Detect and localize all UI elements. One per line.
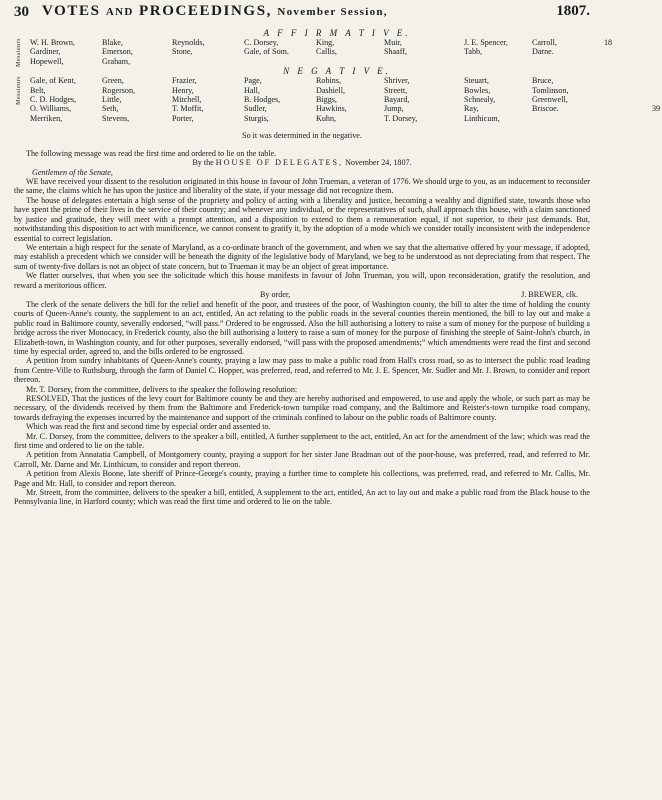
affirmative-column: [172, 38, 242, 66]
negative-member-name: C. D. Hodges,: [30, 95, 77, 105]
negative-member-name: Gale, of Kent,: [30, 76, 76, 86]
negative-member-name: Steuart,: [464, 76, 489, 86]
affirmative-member-name: C. Dorsey,: [244, 38, 279, 47]
negative-member-name: Mitchell,: [172, 95, 202, 105]
negative-member-name: Tomlinson,: [532, 85, 569, 95]
negative-member-name: Streett,: [384, 85, 408, 95]
affirmative-side-label: Messieurs: [16, 38, 22, 67]
by-order: By order,: [260, 289, 291, 299]
negative-column: [464, 76, 530, 123]
negative-member-name: T. Moffit,: [172, 104, 204, 114]
page-number: 30: [14, 4, 29, 20]
negative-member-name: Schnealy,: [464, 95, 496, 105]
message-source: [14, 158, 590, 167]
affirmative-column: [30, 38, 100, 66]
negative-member-name: Jump,: [384, 104, 404, 114]
negative-member-name: [652, 76, 662, 85]
negative-member-name: T. Dorsey,: [384, 113, 418, 123]
negative-member-name: Kuhn,: [316, 113, 337, 123]
affirmative-member-name: Gardiner,: [30, 47, 61, 57]
message-paragraph: The house of delegates entertain a high sense of the propriety and policy of acting with a liberality and justice, becoming a wealthy and dignified state, towards those who have spent the prime of their lives in the service of their country; and whenever any individual, or the representatives of such, shall approach this house, with a claim sanctioned by justice and gratitude, they will meet with a prompt attention, and a disposition to extend to them a remuneration equal, if not superior, to their just demands. But, notwithstanding this disposition to act with munificence, we cannot consent to gratify it, by the adoption of a mode which we consider totally inconsistent with the independence essential to correct legislation.: [14, 195, 590, 243]
affirmative-columns: [30, 38, 613, 66]
affirmative-member-name: J. E. Spencer,: [464, 38, 508, 47]
affirmative-member-name: W. H. Brown,: [30, 38, 75, 47]
affirmative-member-name: Graham,: [102, 56, 131, 66]
negative-member-name: Little,: [102, 95, 122, 105]
clerk-signature: J. BREWER, clk.: [521, 289, 578, 299]
affirmative-column: [316, 38, 382, 66]
negative-member-name: Page,: [244, 76, 262, 86]
affirmative-column: [102, 38, 170, 66]
negative-heading: N E G A T I V E.: [283, 66, 391, 77]
negative-member-name: Henry,: [172, 85, 194, 95]
negative-member-name: Seth,: [102, 104, 119, 114]
affirmative-member-name: Callis,: [316, 47, 337, 57]
affirmative-member-name: Carroll,: [532, 38, 557, 47]
negative-column: [30, 76, 100, 123]
affirmative-member-name: Darne.: [532, 47, 554, 57]
negative-member-name: [652, 86, 662, 95]
affirmative-member-name: Hopewell,: [30, 56, 64, 66]
message-signature: [14, 290, 590, 300]
proceeding-paragraph: Mr. C. Dorsey, from the committee, delivers to the speaker a bill, entitled, A further supplement to the act, entitled, An act for the amendment of the law; which was read the first time and ordered to lie on the table.: [14, 431, 590, 451]
affirmative-heading: A F F I R M A T I V E.: [263, 28, 411, 38]
negative-member-name: 39: [652, 104, 661, 114]
negative-member-name: Shriver,: [384, 76, 410, 86]
negative-member-name: Sturgis,: [244, 113, 269, 123]
affirmative-member-name: King,: [316, 38, 335, 47]
affirmative-column: [604, 38, 616, 66]
affirmative-member-name: Tabb,: [464, 47, 483, 57]
negative-columns: [30, 76, 661, 123]
negative-member-name: Green,: [102, 76, 124, 86]
message-paragraph: We flatter ourselves, that when you see the solicitude which this house manifests in favour of John Trueman, you will, upon reconsideration, gratify the resolution, and reward a meritorious officer.: [14, 271, 590, 290]
message-date: November 24, 1807.: [345, 158, 412, 168]
negative-side-label: Messieurs: [16, 76, 22, 106]
negative-column: [172, 76, 242, 123]
message-paragraph: WE have received your dissent to the resolution originated in this house in favour of John Trueman, a veteran of 1776. We should urge to you, as an inducement to reconsider the same, the claims which he has upon the justice and liberality of the state, if your message did not recognize them.: [14, 177, 590, 196]
negative-member-name: Bowles,: [464, 85, 491, 95]
negative-member-name: Biggs,: [316, 95, 337, 105]
negative-member-name: Merriken,: [30, 113, 63, 123]
negative-member-name: Ray,: [464, 104, 479, 114]
affirmative-column: [464, 38, 530, 66]
proceeding-paragraph: A petition from Annatatia Campbell, of Montgomery county, praying a support for her sister Jane Bradman out of the poor-house, was preferred, read, and referred to Mr. Carroll, Mr. Darne and Mr. Linthicum, to consider and report thereon.: [14, 450, 590, 469]
proceeding-paragraph: A petition from sundry inhabitants of Queen-Anne's county, praying a law may pass to make a public road from Hall's cross road, so as to intersect the public road leading from Centre-Ville to Ruthsburg, through the farm of Daniel C. Hopper, was preferred, read, and referred to Mr. J. E. Spencer, Mr. Sudler and Mr. J. Brown, to consider and report thereon.: [14, 356, 590, 385]
affirmative-member-name: Blake,: [102, 38, 123, 47]
vote-result: So it was determined in the negative.: [242, 131, 362, 141]
proceeding-paragraph: The clerk of the senate delivers the bill for the relief and benefit of the poor, and trustees of the poor, of Washington county, the bill to alter the time of holding the county courts of Queen-Anne's county, the supplement to an act, entitled, An act relating to the public roads in the several counties therein mentioned, the bill to lay out and make a public road in Baltimore county, severally endorsed, “will pass.” Ordered to be engrossed. Also the bill authorising a lottery to raise a sum of money for the purpose of building a bridge across the river Monocacy, in Frederick county, also the bill authorising a lottery to raise a sum of money for the purpose of finishing the steeple of Saint-John's church, in Elizabeth-town, in Washington county, and for other purposes, severally endorsed, “will pass with the proposed amendments;” which amendments were read the first and second time by especial order, agreed to, and the bills ordered to be engrossed.: [14, 299, 590, 356]
message-house: HOUSE OF DELEGATES,: [215, 158, 344, 168]
negative-member-name: Hall,: [244, 85, 260, 95]
affirmative-member-name: Emerson,: [102, 47, 133, 57]
message-paragraph: We entertain a high respect for the senate of Maryland, as a co-ordinate branch of the government, and when we say that the alternative offered by your message, if adopted, may establish a precedent which we consider will be beneath the dignity of the legislative body of Maryland, we beg to be understood as not depreciating from that respect. The sum of twenty-five dollars is not an object of state concern, but to Trueman it may be an object of great importance.: [14, 242, 590, 271]
title-proceedings: PROCEEDINGS,: [139, 3, 272, 19]
affirmative-member-name: Reynolds,: [172, 38, 205, 47]
affirmative-member-name: 18: [604, 38, 613, 47]
title-session: November Session,: [277, 6, 388, 18]
negative-member-name: Briscoe.: [532, 104, 559, 114]
proceeding-paragraph: RESOLVED, That the justices of the levy court for Baltimore county be and they are hereby authorised and empowered, to use and apply the whole, or such part as may be necessary, of the dividends received by them from the Baltimore and Frederick-town turnpike road company, and the Baltimore and Reister's-town turnpike road company, towards defraying the expenses incurred by the maintenance and support of the criminals confined to labour on the public roads of Baltimore county.: [14, 394, 590, 422]
proceeding-paragraph: A petition from Alexis Boone, late sheriff of Prince-George's county, praying a further time to complete his collections, was preferred, read, and referred to Mr. Callis, Mr. Page and Mr. Hall, to consider and report thereon.: [14, 469, 590, 488]
negative-member-name: O. Williams,: [30, 104, 72, 114]
running-title: [42, 3, 388, 19]
proceeding-paragraph: Which was read the first and second time by especial order and assented to.: [26, 422, 271, 432]
negative-column: [244, 76, 314, 123]
negative-member-name: Stevens,: [102, 113, 130, 123]
negative-column: [102, 76, 170, 123]
negative-member-name: Dashiell,: [316, 85, 345, 95]
negative-column: [602, 76, 650, 123]
affirmative-member-name: Gale, of Som.: [244, 47, 289, 57]
proceeding-paragraph: Mr. Streett, from the committee, delivers to the speaker a bill, entitled, A supplement to the act, entitled, An act to lay out and make a public road from the Black house to the Pennsylvania line, in Harford county; which was read the first time and ordered to lie on the table.: [14, 488, 590, 507]
negative-member-name: Greenwell,: [532, 95, 568, 105]
negative-member-name: [652, 95, 662, 104]
negative-member-name: Rogerson,: [102, 85, 136, 95]
negative-member-name: Hawkins,: [316, 104, 347, 114]
title-votes: VOTES: [42, 3, 101, 19]
negative-member-name: Bruce,: [532, 76, 554, 86]
page-header: [14, 3, 590, 28]
message-salutation: Gentlemen of the Senate,: [32, 167, 113, 177]
affirmative-member-name: Stone,: [172, 47, 193, 57]
negative-column: [316, 76, 382, 123]
negative-member-name: Sudler,: [244, 104, 267, 114]
affirmative-column: [384, 38, 462, 66]
affirmative-member-name: Shaaff,: [384, 47, 408, 57]
negative-column: [652, 76, 662, 123]
affirmative-vote: [16, 38, 613, 67]
negative-member-name: B. Hodges,: [244, 95, 281, 105]
message-intro: The following message was read the first time and ordered to lie on the table.: [26, 148, 277, 158]
negative-vote: [16, 76, 661, 123]
affirmative-column: [244, 38, 314, 66]
affirmative-member-name: Muir,: [384, 38, 402, 47]
negative-member-name: Frazier,: [172, 76, 197, 86]
negative-member-name: Linthicum,: [464, 113, 500, 123]
page-year: 1807.: [556, 3, 590, 19]
negative-member-name: Belt,: [30, 85, 46, 95]
proceeding-paragraph: Mr. T. Dorsey, from the committee, delivers to the speaker the following resolution:: [26, 384, 298, 394]
negative-column: [532, 76, 600, 123]
negative-member-name: Porter,: [172, 113, 194, 123]
affirmative-column: [532, 38, 602, 66]
title-and: AND: [105, 6, 134, 18]
negative-member-name: Bayard,: [384, 95, 410, 105]
negative-member-name: Robins,: [316, 76, 341, 86]
negative-column: [384, 76, 462, 123]
message-by-the: By the: [192, 158, 214, 168]
